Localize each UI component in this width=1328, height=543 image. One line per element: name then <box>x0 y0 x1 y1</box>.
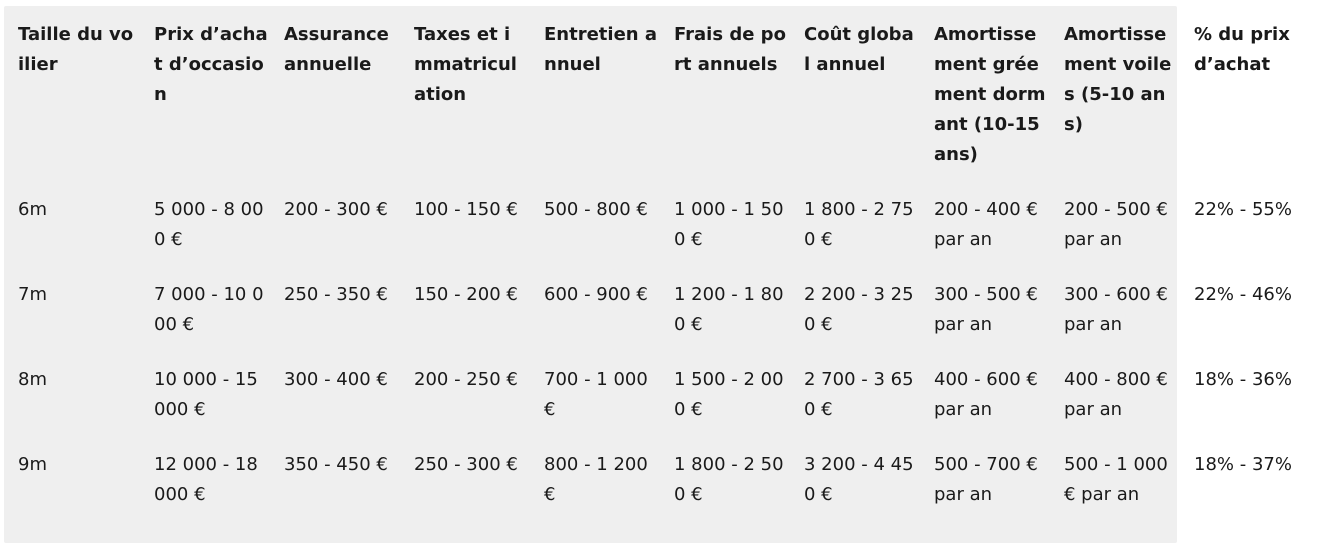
table-cell: 5 000 - 8 000 € <box>154 199 264 250</box>
header-cell-total-cost: Coût global annuel <box>804 24 914 75</box>
table-cell: 1 500 - 2 000 € <box>674 369 784 420</box>
table-cell: 7 000 - 10 000 € <box>154 284 264 335</box>
header-cell-insurance: Assurance annuelle <box>284 24 389 75</box>
table-cell: 2 700 - 3 650 € <box>804 369 914 420</box>
table-cell: 12 000 - 18 000 € <box>154 454 258 505</box>
table-cell: 500 - 1 000 € par an <box>1064 454 1168 505</box>
table-cell: 3 200 - 4 450 € <box>804 454 914 505</box>
table-cell: 100 - 150 € <box>414 199 518 220</box>
table-cell: 18% - 37% <box>1194 454 1292 475</box>
table-cell: 300 - 400 € <box>284 369 388 390</box>
table-cell: 400 - 800 € par an <box>1064 369 1168 420</box>
table-cell: 200 - 500 € par an <box>1064 199 1168 250</box>
table-cell: 300 - 600 € par an <box>1064 284 1168 335</box>
cost-table-container <box>4 6 1292 543</box>
table-cell: 700 - 1 000 € <box>544 369 648 420</box>
table-body <box>8 194 1328 534</box>
table-cell: 1 800 - 2 750 € <box>804 199 914 250</box>
table-cell: 600 - 900 € <box>544 284 648 305</box>
header-cell-port-fees: Frais de port annuels <box>674 24 786 75</box>
table-cell: 2 200 - 3 250 € <box>804 284 914 335</box>
table-cell: 1 000 - 1 500 € <box>674 199 784 250</box>
table-cell: 18% - 36% <box>1194 369 1292 390</box>
table-cell: 200 - 400 € par an <box>934 199 1038 250</box>
table-cell: 200 - 250 € <box>414 369 518 390</box>
table-header <box>8 6 1328 194</box>
table-cell: 350 - 450 € <box>284 454 388 475</box>
header-cell-rigging-depreciation: Amortissement gréement dormant (10-15 ans) <box>934 24 1046 165</box>
table-cell: 9m <box>18 454 47 475</box>
table-cell: 1 200 - 1 800 € <box>674 284 784 335</box>
table-row <box>8 279 1328 364</box>
table-row <box>8 194 1328 279</box>
header-cell-purchase-price: Prix d’achat d’occasion <box>154 24 268 105</box>
table-cell: 22% - 46% <box>1194 284 1292 305</box>
table-cell: 6m <box>18 199 47 220</box>
header-cell-maintenance: Entretien annuel <box>544 24 658 75</box>
table-row <box>8 449 1328 534</box>
sailboat-cost-table <box>8 6 1328 534</box>
table-cell: 1 800 - 2 500 € <box>674 454 784 505</box>
table-row <box>8 364 1328 449</box>
table-cell: 250 - 350 € <box>284 284 388 305</box>
header-cell-sails-depreciation: Amortissement voiles (5-10 ans) <box>1064 24 1172 135</box>
table-cell: 8m <box>18 369 47 390</box>
table-cell: 400 - 600 € par an <box>934 369 1038 420</box>
header-row <box>8 6 1328 194</box>
table-cell: 150 - 200 € <box>414 284 518 305</box>
header-cell-taxes: Taxes et immatriculation <box>414 24 517 105</box>
table-cell: 500 - 800 € <box>544 199 648 220</box>
table-cell: 22% - 55% <box>1194 199 1292 220</box>
table-cell: 7m <box>18 284 47 305</box>
header-cell-size: Taille du voilier <box>18 24 134 75</box>
table-cell: 300 - 500 € par an <box>934 284 1038 335</box>
table-cell: 10 000 - 15 000 € <box>154 369 258 420</box>
table-cell: 250 - 300 € <box>414 454 518 475</box>
table-cell: 800 - 1 200 € <box>544 454 648 505</box>
header-cell-percent-price: % du prix d’achat <box>1194 24 1290 75</box>
table-cell: 500 - 700 € par an <box>934 454 1038 505</box>
table-cell: 200 - 300 € <box>284 199 388 220</box>
